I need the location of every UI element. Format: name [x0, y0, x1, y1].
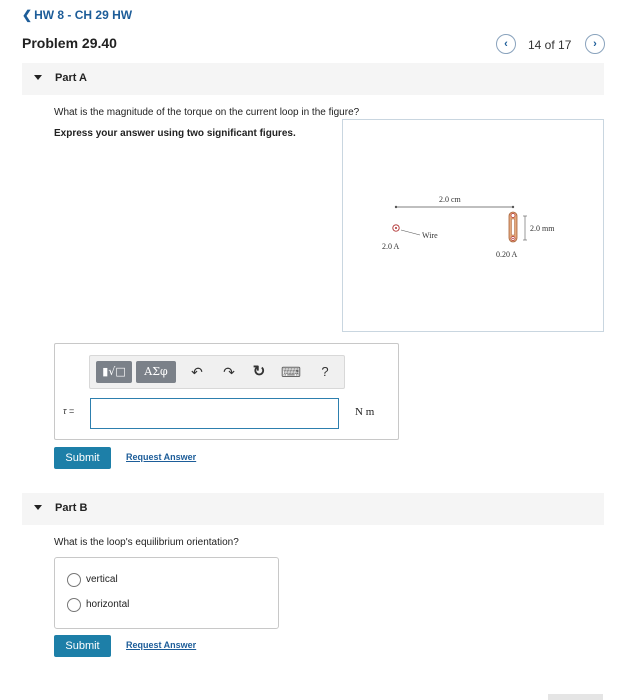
math-toolbar	[89, 355, 345, 389]
loop-size-label: 2.0 mm	[530, 224, 555, 233]
reset-icon[interactable]: ↻	[252, 363, 266, 380]
help-icon[interactable]: ?	[321, 364, 329, 379]
part-b-request-answer-link[interactable]: Request Answer	[126, 640, 197, 650]
problem-title: Problem 29.40	[22, 35, 117, 51]
chevron-right-icon: ›	[593, 38, 597, 50]
options-panel	[54, 557, 279, 629]
option-vertical-radio[interactable]	[67, 573, 81, 587]
answer-entry-panel	[54, 343, 399, 440]
wire-leader-line	[401, 230, 420, 235]
greek-symbols-button[interactable]: ΑΣφ	[136, 361, 176, 383]
part-a-instruction: Express your answer using two significant figures.	[54, 128, 296, 139]
redo-icon[interactable]: ↷	[223, 364, 235, 380]
wire-dot	[395, 227, 397, 229]
part-b-header[interactable]	[22, 493, 604, 525]
part-b-submit-button[interactable]: Submit	[54, 635, 111, 657]
problem-counter: 14 of 17	[528, 38, 572, 52]
part-a-question: What is the magnitude of the torque on the current loop in the figure?	[54, 107, 360, 118]
footer-button-edge	[548, 694, 603, 700]
chevron-left-icon: ❮	[22, 8, 33, 22]
next-problem-button[interactable]	[585, 34, 605, 54]
spacing-label: 2.0 cm	[439, 195, 461, 204]
part-b-question: What is the loop's equilibrium orientation?	[54, 537, 239, 548]
wire-current-label: 2.0 A	[382, 242, 400, 251]
dimension-end-left	[395, 206, 397, 208]
previous-problem-button[interactable]	[496, 34, 516, 54]
templates-button[interactable]: ▮√□	[96, 361, 132, 383]
variable-label: τ =	[63, 406, 75, 416]
undo-icon[interactable]: ↶	[191, 364, 203, 380]
units-label: N m	[355, 406, 375, 418]
answer-input[interactable]	[90, 398, 339, 429]
loop-current-out-dot	[512, 238, 514, 240]
part-a-submit-button[interactable]: Submit	[54, 447, 111, 469]
part-a-request-answer-link[interactable]: Request Answer	[126, 452, 197, 462]
loop-current-label: 0.20 A	[496, 250, 518, 259]
problem-figure	[342, 119, 604, 332]
option-vertical-label[interactable]: vertical	[86, 574, 118, 585]
wire-label: Wire	[422, 231, 438, 240]
option-horizontal-label[interactable]: horizontal	[86, 599, 130, 610]
part-a-header[interactable]	[22, 63, 604, 95]
chevron-left-icon: ‹	[504, 38, 508, 50]
dimension-end-right	[512, 206, 514, 208]
part-a-label: Part A	[55, 72, 87, 84]
figure-diagram	[343, 120, 603, 331]
assignment-name: HW 8 - CH 29 HW	[34, 8, 133, 22]
option-horizontal-radio[interactable]	[67, 598, 81, 612]
collapse-triangle-icon	[34, 505, 42, 510]
back-to-assignment-link[interactable]	[22, 8, 132, 22]
collapse-triangle-icon	[34, 75, 42, 80]
loop-gap	[512, 219, 515, 235]
keyboard-icon[interactable]: ⌨	[280, 364, 302, 380]
loop-current-in-symbol	[511, 214, 515, 218]
part-b-label: Part B	[55, 502, 88, 514]
